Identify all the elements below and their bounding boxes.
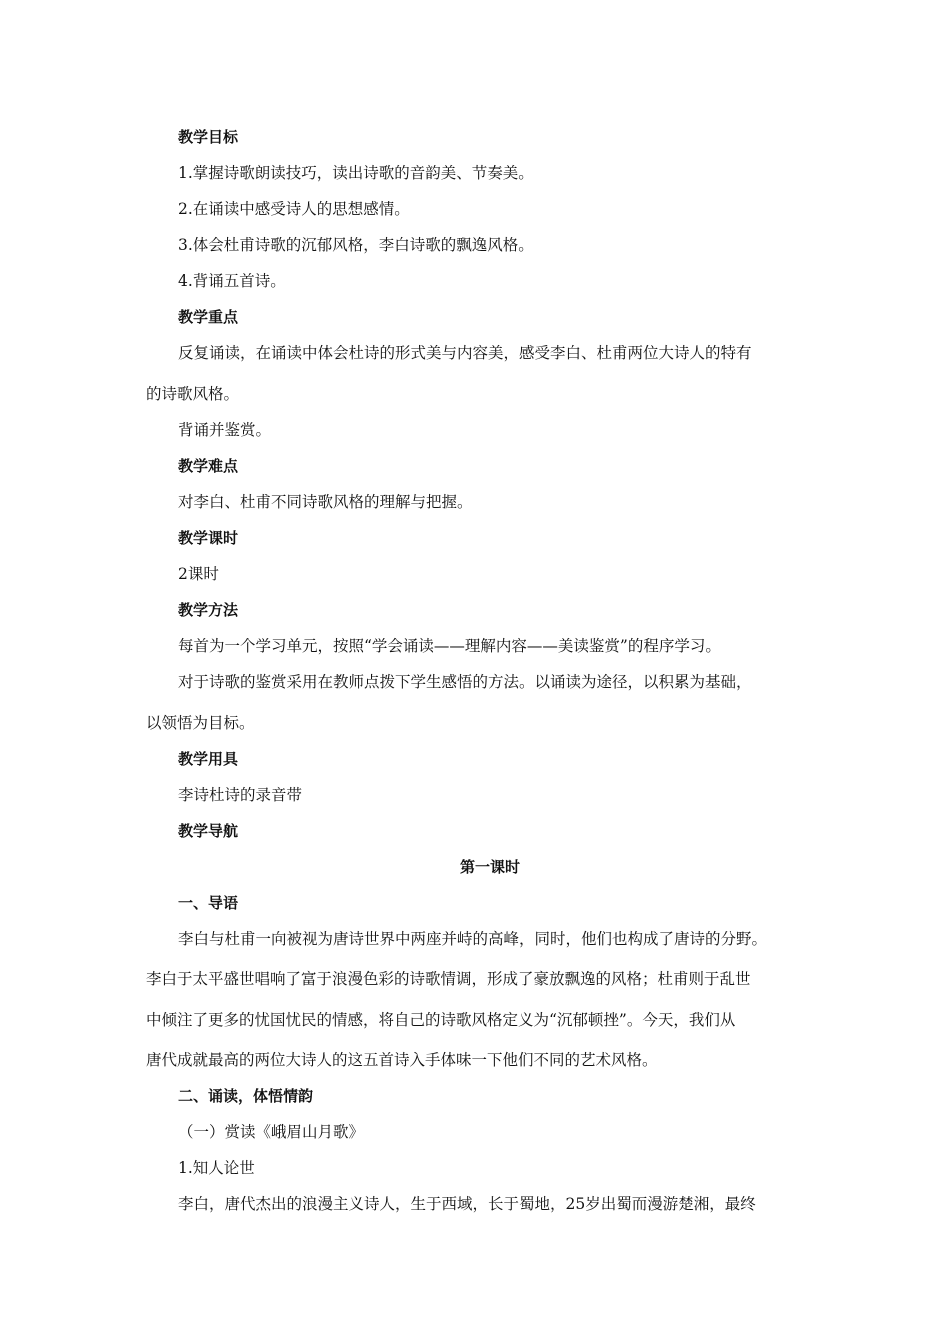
- key-points-paragraph-2: 背诵并鉴赏。: [178, 421, 272, 439]
- tools-heading: 教学用具: [178, 750, 239, 768]
- bio-line-1: 李白，唐代杰出的浪漫主义诗人，生于西域，长于蜀地，25岁出蜀而漫游楚湘，最终: [178, 1195, 756, 1213]
- key-points-paragraph-1-line-2: 的诗歌风格。: [146, 385, 240, 403]
- objectives-heading: 教学目标: [178, 128, 239, 146]
- lesson-title: 第一课时: [459, 858, 520, 876]
- recite-heading: 二、诵读，体悟情韵: [178, 1087, 314, 1105]
- recite-subheading-1-1: 1.知人论世: [178, 1159, 255, 1177]
- tools-text: 李诗杜诗的录音带: [178, 786, 303, 804]
- key-points-paragraph-1-line-1: 反复诵读，在诵读中体会杜诗的形式美与内容美，感受李白、杜甫两位大诗人的特有: [178, 344, 752, 362]
- methods-heading: 教学方法: [178, 601, 239, 619]
- difficulties-heading: 教学难点: [178, 457, 239, 475]
- hours-text: 2课时: [178, 565, 219, 583]
- guide-heading: 教学导航: [178, 822, 239, 840]
- difficulties-text: 对李白、杜甫不同诗歌风格的理解与把握。: [178, 493, 473, 511]
- intro-line-3: 中倾注了更多的忧国忧民的情感，将自己的诗歌风格定义为“沉郁顿挫”。今天，我们从: [146, 1011, 736, 1029]
- intro-line-4: 唐代成就最高的两位大诗人的这五首诗入手体味一下他们不同的艺术风格。: [146, 1051, 658, 1069]
- objective-item-1: 1.掌握诗歌朗读技巧，读出诗歌的音韵美、节奏美。: [178, 164, 534, 182]
- objective-item-4: 4.背诵五首诗。: [178, 272, 286, 290]
- intro-heading: 一、导语: [178, 894, 239, 912]
- methods-paragraph-2-line-1: 对于诗歌的鉴赏采用在教师点拨下学生感悟的方法。以诵读为途径，以积累为基础，: [178, 673, 752, 691]
- key-points-heading: 教学重点: [178, 308, 239, 326]
- objective-item-3: 3.体会杜甫诗歌的沉郁风格，李白诗歌的飘逸风格。: [178, 236, 534, 254]
- intro-line-1: 李白与杜甫一向被视为唐诗世界中两座并峙的高峰，同时，他们也构成了唐诗的分野。: [178, 930, 768, 948]
- intro-line-2: 李白于太平盛世唱响了富于浪漫色彩的诗歌情调，形成了豪放飘逸的风格；杜甫则于乱世: [146, 970, 751, 988]
- methods-paragraph-2-line-2: 以领悟为目标。: [146, 714, 255, 732]
- methods-paragraph-1: 每首为一个学习单元，按照“学会诵读——理解内容——美读鉴赏”的程序学习。: [178, 637, 721, 655]
- recite-subheading-1: （一）赏读《峨眉山月歌》: [178, 1123, 365, 1141]
- objective-item-2: 2.在诵读中感受诗人的思想感情。: [178, 200, 410, 218]
- hours-heading: 教学课时: [178, 529, 239, 547]
